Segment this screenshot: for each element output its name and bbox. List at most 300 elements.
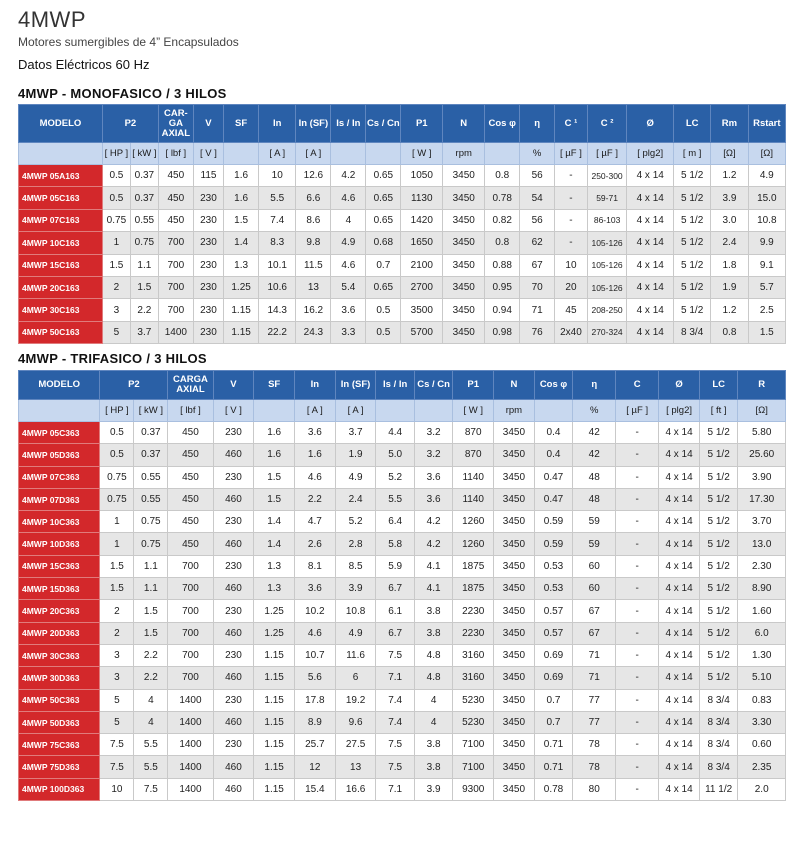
mono-unit-lbf: [ lbf ] <box>158 143 193 165</box>
value-cell: 450 <box>158 209 193 231</box>
value-cell: 4 x 14 <box>627 165 674 187</box>
value-cell: 1.15 <box>254 667 295 689</box>
value-cell: 230 <box>213 600 254 622</box>
value-cell: 4.6 <box>331 187 366 209</box>
tri-header-n: N <box>494 371 535 400</box>
value-cell: 3450 <box>443 299 485 321</box>
value-cell: 6 <box>335 667 376 689</box>
value-cell: - <box>616 689 659 711</box>
value-cell: 1400 <box>158 321 193 343</box>
mono-header-diameter: Ø <box>627 105 674 143</box>
value-cell: 60 <box>573 555 616 577</box>
value-cell: 3450 <box>494 734 535 756</box>
value-cell: 0.65 <box>366 187 401 209</box>
value-cell: 5.7 <box>748 276 785 298</box>
value-cell: 5 <box>102 321 130 343</box>
value-cell: 450 <box>158 187 193 209</box>
value-cell: 0.37 <box>130 165 158 187</box>
table-row <box>19 778 786 800</box>
value-cell: 5 1/2 <box>674 254 711 276</box>
value-cell: 4 x 14 <box>627 232 674 254</box>
value-cell: 3450 <box>494 644 535 666</box>
tri-header-c: C <box>616 371 659 400</box>
value-cell: 17.8 <box>295 689 336 711</box>
value-cell: 4 x 14 <box>659 622 700 644</box>
value-cell: 105-126 <box>587 254 627 276</box>
value-cell: 71 <box>573 644 616 666</box>
value-cell: 1875 <box>453 578 494 600</box>
tri-unit-in-sf: [ A ] <box>335 400 376 422</box>
tri-header-sf: SF <box>254 371 295 400</box>
value-cell: 3.9 <box>414 778 452 800</box>
value-cell: 460 <box>213 778 254 800</box>
value-cell: 0.37 <box>134 422 168 444</box>
value-cell: 2.4 <box>335 488 376 510</box>
value-cell: 0.8 <box>485 232 520 254</box>
value-cell: 8 3/4 <box>699 734 737 756</box>
value-cell: 4.8 <box>414 667 452 689</box>
value-cell: 10 <box>100 778 134 800</box>
tri-header-p2: P2 <box>100 371 168 400</box>
value-cell: 67 <box>573 622 616 644</box>
value-cell: 1260 <box>453 533 494 555</box>
value-cell: 1.6 <box>224 165 259 187</box>
value-cell: 25.7 <box>295 734 336 756</box>
mono-header-in-sf: In (SF) <box>296 105 331 143</box>
value-cell: 0.94 <box>485 299 520 321</box>
value-cell: 3450 <box>494 711 535 733</box>
mono-unit-pct: % <box>520 143 555 165</box>
value-cell: 2100 <box>401 254 443 276</box>
value-cell: 3.9 <box>335 578 376 600</box>
value-cell: 2 <box>100 622 134 644</box>
tri-unit-in: [ A ] <box>295 400 336 422</box>
value-cell: 1.25 <box>224 276 259 298</box>
value-cell: 2230 <box>453 600 494 622</box>
value-cell: 59 <box>573 533 616 555</box>
value-cell: 1.5 <box>224 209 259 231</box>
value-cell: 450 <box>168 511 213 533</box>
value-cell: 80 <box>573 778 616 800</box>
value-cell: 1130 <box>401 187 443 209</box>
table-row <box>19 711 786 733</box>
value-cell: 59-71 <box>587 187 627 209</box>
value-cell: 1140 <box>453 466 494 488</box>
mono-unit-is-in <box>331 143 366 165</box>
value-cell: 5230 <box>453 689 494 711</box>
mono-unit-in: [ A ] <box>259 143 296 165</box>
value-cell: 77 <box>573 689 616 711</box>
value-cell: 1875 <box>453 555 494 577</box>
model-cell: 4MWP 20C363 <box>19 600 100 622</box>
page-subtitle: Motores sumergibles de 4” Encapsulados <box>18 35 239 49</box>
value-cell: 5 1/2 <box>699 600 737 622</box>
value-cell: 3.70 <box>738 511 786 533</box>
value-cell: 12.6 <box>296 165 331 187</box>
value-cell: 6.1 <box>376 600 414 622</box>
value-cell: 4 x 14 <box>627 276 674 298</box>
value-cell: 1 <box>100 533 134 555</box>
value-cell: 3450 <box>443 276 485 298</box>
value-cell: 700 <box>168 622 213 644</box>
value-cell: - <box>616 667 659 689</box>
mono-header-c1: C ¹ <box>555 105 588 143</box>
value-cell: 4 x 14 <box>659 555 700 577</box>
value-cell: 17.30 <box>738 488 786 510</box>
table-row <box>19 276 786 298</box>
value-cell: 1.9 <box>711 276 748 298</box>
value-cell: 4.8 <box>414 644 452 666</box>
value-cell: 1140 <box>453 488 494 510</box>
value-cell: - <box>616 578 659 600</box>
value-cell: 0.69 <box>534 644 572 666</box>
value-cell: 11.6 <box>335 644 376 666</box>
value-cell: 208-250 <box>587 299 627 321</box>
value-cell: 5.5 <box>376 488 414 510</box>
value-cell: 5 1/2 <box>674 165 711 187</box>
value-cell: - <box>616 622 659 644</box>
tri-table <box>18 370 786 801</box>
value-cell: 700 <box>168 644 213 666</box>
value-cell: 7100 <box>453 756 494 778</box>
value-cell: 5 <box>100 689 134 711</box>
value-cell: 1400 <box>168 734 213 756</box>
value-cell: 3.8 <box>414 734 452 756</box>
value-cell: 25.60 <box>738 444 786 466</box>
table-row <box>19 466 786 488</box>
table-row <box>19 165 786 187</box>
table-row <box>19 187 786 209</box>
value-cell: 700 <box>168 555 213 577</box>
value-cell: 5.5 <box>259 187 296 209</box>
model-cell: 4MWP 05A163 <box>19 165 103 187</box>
value-cell: 1.4 <box>254 533 295 555</box>
mono-unit-kw: [ kW ] <box>130 143 158 165</box>
table-row <box>19 756 786 778</box>
value-cell: 9300 <box>453 778 494 800</box>
value-cell: 2.0 <box>738 778 786 800</box>
value-cell: 4 x 14 <box>659 756 700 778</box>
value-cell: 0.88 <box>485 254 520 276</box>
value-cell: 8 3/4 <box>674 321 711 343</box>
value-cell: 5 1/2 <box>699 533 737 555</box>
mono-table-body <box>19 165 786 344</box>
value-cell: 3450 <box>494 533 535 555</box>
table-row <box>19 422 786 444</box>
value-cell: 5.2 <box>335 511 376 533</box>
value-cell: 4 <box>331 209 366 231</box>
value-cell: 9.1 <box>748 254 785 276</box>
value-cell: 1.15 <box>254 689 295 711</box>
value-cell: 8.90 <box>738 578 786 600</box>
mono-table-heading: 4MWP - MONOFASICO / 3 HILOS <box>18 86 227 101</box>
value-cell: 230 <box>193 232 223 254</box>
value-cell: 3.90 <box>738 466 786 488</box>
value-cell: - <box>555 165 588 187</box>
value-cell: 4.6 <box>295 466 336 488</box>
value-cell: 2.2 <box>130 299 158 321</box>
mono-header-lc: LC <box>674 105 711 143</box>
value-cell: - <box>616 600 659 622</box>
value-cell: 70 <box>520 276 555 298</box>
model-cell: 4MWP 07C163 <box>19 209 103 231</box>
value-cell: 0.65 <box>366 165 401 187</box>
value-cell: 1400 <box>168 711 213 733</box>
value-cell: 0.71 <box>534 734 572 756</box>
mono-unit-w: [ W ] <box>401 143 443 165</box>
mono-unit-uf2: [ µF ] <box>587 143 627 165</box>
value-cell: 1.25 <box>254 622 295 644</box>
value-cell: - <box>555 232 588 254</box>
value-cell: 230 <box>213 734 254 756</box>
value-cell: 19.2 <box>335 689 376 711</box>
value-cell: 4 x 14 <box>659 444 700 466</box>
value-cell: 4 x 14 <box>659 667 700 689</box>
value-cell: 1.3 <box>224 254 259 276</box>
value-cell: 4 x 14 <box>627 187 674 209</box>
value-cell: 0.5 <box>100 444 134 466</box>
value-cell: 3450 <box>494 756 535 778</box>
mono-unit-in-sf: [ A ] <box>296 143 331 165</box>
value-cell: 3.6 <box>414 466 452 488</box>
table-row <box>19 600 786 622</box>
value-cell: 10.8 <box>748 209 785 231</box>
value-cell: 1.2 <box>711 299 748 321</box>
value-cell: 5.9 <box>376 555 414 577</box>
value-cell: 1.5 <box>254 466 295 488</box>
value-cell: 8.1 <box>295 555 336 577</box>
value-cell: 1.5 <box>102 254 130 276</box>
value-cell: 5 1/2 <box>674 187 711 209</box>
value-cell: 3450 <box>443 187 485 209</box>
value-cell: 12 <box>295 756 336 778</box>
value-cell: 7.4 <box>259 209 296 231</box>
mono-table <box>18 104 786 344</box>
value-cell: 1.15 <box>254 756 295 778</box>
value-cell: 5 1/2 <box>674 209 711 231</box>
value-cell: 700 <box>168 600 213 622</box>
value-cell: 450 <box>168 533 213 555</box>
value-cell: 7.1 <box>376 667 414 689</box>
value-cell: 4 x 14 <box>659 511 700 533</box>
value-cell: 1.5 <box>134 600 168 622</box>
value-cell: 1.6 <box>254 444 295 466</box>
value-cell: 4.9 <box>335 466 376 488</box>
value-cell: 0.7 <box>366 254 401 276</box>
value-cell: 4 <box>414 689 452 711</box>
mono-header-rstart: Rstart <box>748 105 785 143</box>
value-cell: 4.2 <box>414 511 452 533</box>
table-row <box>19 667 786 689</box>
value-cell: 1.15 <box>254 778 295 800</box>
value-cell: 11 1/2 <box>699 778 737 800</box>
mono-units-blank <box>19 143 103 165</box>
value-cell: - <box>616 511 659 533</box>
value-cell: 5 1/2 <box>674 232 711 254</box>
model-cell: 4MWP 10D363 <box>19 533 100 555</box>
value-cell: 4 x 14 <box>627 209 674 231</box>
value-cell: 5.80 <box>738 422 786 444</box>
value-cell: 5.0 <box>376 444 414 466</box>
value-cell: 5 1/2 <box>699 511 737 533</box>
value-cell: 0.75 <box>100 488 134 510</box>
tri-unit-lbf: [ lbf ] <box>168 400 213 422</box>
tri-unit-is-in <box>376 400 414 422</box>
value-cell: 460 <box>213 488 254 510</box>
mono-header-rm: Rm <box>711 105 748 143</box>
value-cell: 1400 <box>168 689 213 711</box>
value-cell: 8.6 <box>296 209 331 231</box>
model-cell: 4MWP 50D363 <box>19 711 100 733</box>
tri-unit-pct: % <box>573 400 616 422</box>
value-cell: 5 1/2 <box>699 667 737 689</box>
value-cell: 0.59 <box>534 533 572 555</box>
value-cell: 4.6 <box>295 622 336 644</box>
value-cell: 27.5 <box>335 734 376 756</box>
value-cell: 0.5 <box>102 187 130 209</box>
value-cell: 6.7 <box>376 622 414 644</box>
value-cell: 230 <box>193 321 223 343</box>
mono-header-cos-phi: Cos φ <box>485 105 520 143</box>
value-cell: 4 x 14 <box>627 299 674 321</box>
value-cell: 2.2 <box>134 644 168 666</box>
value-cell: 78 <box>573 734 616 756</box>
value-cell: 9.8 <box>296 232 331 254</box>
mono-header-in: In <box>259 105 296 143</box>
value-cell: 4 x 14 <box>659 533 700 555</box>
value-cell: 15.4 <box>295 778 336 800</box>
value-cell: 7.5 <box>376 644 414 666</box>
value-cell: 48 <box>573 466 616 488</box>
value-cell: 2.6 <box>295 533 336 555</box>
value-cell: 3450 <box>494 578 535 600</box>
value-cell: 10.1 <box>259 254 296 276</box>
value-cell: - <box>616 644 659 666</box>
value-cell: 4 <box>134 711 168 733</box>
tri-unit-ft: [ ft ] <box>699 400 737 422</box>
value-cell: 16.6 <box>335 778 376 800</box>
value-cell: 0.78 <box>485 187 520 209</box>
mono-unit-uf1: [ µF ] <box>555 143 588 165</box>
value-cell: 1400 <box>168 756 213 778</box>
value-cell: 5230 <box>453 711 494 733</box>
value-cell: 450 <box>168 466 213 488</box>
value-cell: 3450 <box>494 689 535 711</box>
value-cell: 1420 <box>401 209 443 231</box>
value-cell: 67 <box>573 600 616 622</box>
value-cell: 870 <box>453 444 494 466</box>
tri-header-in: In <box>295 371 336 400</box>
value-cell: 3.6 <box>414 488 452 510</box>
value-cell: 10.2 <box>295 600 336 622</box>
value-cell: 78 <box>573 756 616 778</box>
value-cell: 5.4 <box>331 276 366 298</box>
value-cell: 700 <box>158 232 193 254</box>
mono-unit-ohm-rstart: [Ω] <box>748 143 785 165</box>
value-cell: 48 <box>573 488 616 510</box>
value-cell: 3.0 <box>711 209 748 231</box>
value-cell: 250-300 <box>587 165 627 187</box>
value-cell: 3450 <box>494 555 535 577</box>
tri-unit-cos <box>534 400 572 422</box>
value-cell: 700 <box>158 276 193 298</box>
value-cell: 6.0 <box>738 622 786 644</box>
table-row <box>19 734 786 756</box>
value-cell: 7100 <box>453 734 494 756</box>
tri-table-heading: 4MWP - TRIFASICO / 3 HILOS <box>18 351 207 366</box>
value-cell: 0.75 <box>130 232 158 254</box>
value-cell: 8.9 <box>295 711 336 733</box>
mono-header-eta: η <box>520 105 555 143</box>
value-cell: 5.5 <box>134 734 168 756</box>
tri-unit-rpm: rpm <box>494 400 535 422</box>
value-cell: 0.4 <box>534 444 572 466</box>
value-cell: 3450 <box>443 209 485 231</box>
value-cell: 56 <box>520 165 555 187</box>
model-cell: 4MWP 05D363 <box>19 444 100 466</box>
tri-units-blank <box>19 400 100 422</box>
tri-header-v: V <box>213 371 254 400</box>
value-cell: 2230 <box>453 622 494 644</box>
value-cell: 67 <box>520 254 555 276</box>
value-cell: 3.8 <box>414 756 452 778</box>
value-cell: 5 1/2 <box>699 555 737 577</box>
model-cell: 4MWP 05C363 <box>19 422 100 444</box>
value-cell: 1.1 <box>134 578 168 600</box>
value-cell: 3.6 <box>295 422 336 444</box>
value-cell: 8 3/4 <box>699 756 737 778</box>
value-cell: 1.15 <box>254 734 295 756</box>
tri-header-modelo: MODELO <box>19 371 100 400</box>
table-row <box>19 209 786 231</box>
value-cell: 13 <box>335 756 376 778</box>
value-cell: 4 x 14 <box>659 488 700 510</box>
tri-unit-ohm: [Ω] <box>738 400 786 422</box>
value-cell: 3450 <box>443 232 485 254</box>
value-cell: 59 <box>573 511 616 533</box>
value-cell: 460 <box>213 444 254 466</box>
value-cell: 1.15 <box>224 299 259 321</box>
value-cell: 13 <box>296 276 331 298</box>
value-cell: 4 x 14 <box>659 600 700 622</box>
value-cell: 1.5 <box>100 578 134 600</box>
value-cell: 3450 <box>494 466 535 488</box>
tri-header-lc: LC <box>699 371 737 400</box>
value-cell: 3 <box>100 667 134 689</box>
value-cell: 20 <box>555 276 588 298</box>
value-cell: 3450 <box>443 254 485 276</box>
value-cell: 230 <box>193 187 223 209</box>
value-cell: 4 x 14 <box>627 254 674 276</box>
value-cell: 1.5 <box>254 488 295 510</box>
value-cell: 2.5 <box>748 299 785 321</box>
value-cell: 71 <box>520 299 555 321</box>
value-cell: - <box>616 734 659 756</box>
value-cell: 42 <box>573 444 616 466</box>
mono-header-cs-cn: Cs / Cn <box>366 105 401 143</box>
tri-unit-kw: [ kW ] <box>134 400 168 422</box>
value-cell: 1.5 <box>748 321 785 343</box>
value-cell: 1.3 <box>254 555 295 577</box>
value-cell: 0.47 <box>534 488 572 510</box>
value-cell: 7.5 <box>100 734 134 756</box>
value-cell: 5.5 <box>134 756 168 778</box>
value-cell: 3450 <box>443 321 485 343</box>
value-cell: 0.59 <box>534 511 572 533</box>
value-cell: 230 <box>213 644 254 666</box>
value-cell: 0.82 <box>485 209 520 231</box>
section-title: Datos Eléctricos 60 Hz <box>18 57 150 72</box>
